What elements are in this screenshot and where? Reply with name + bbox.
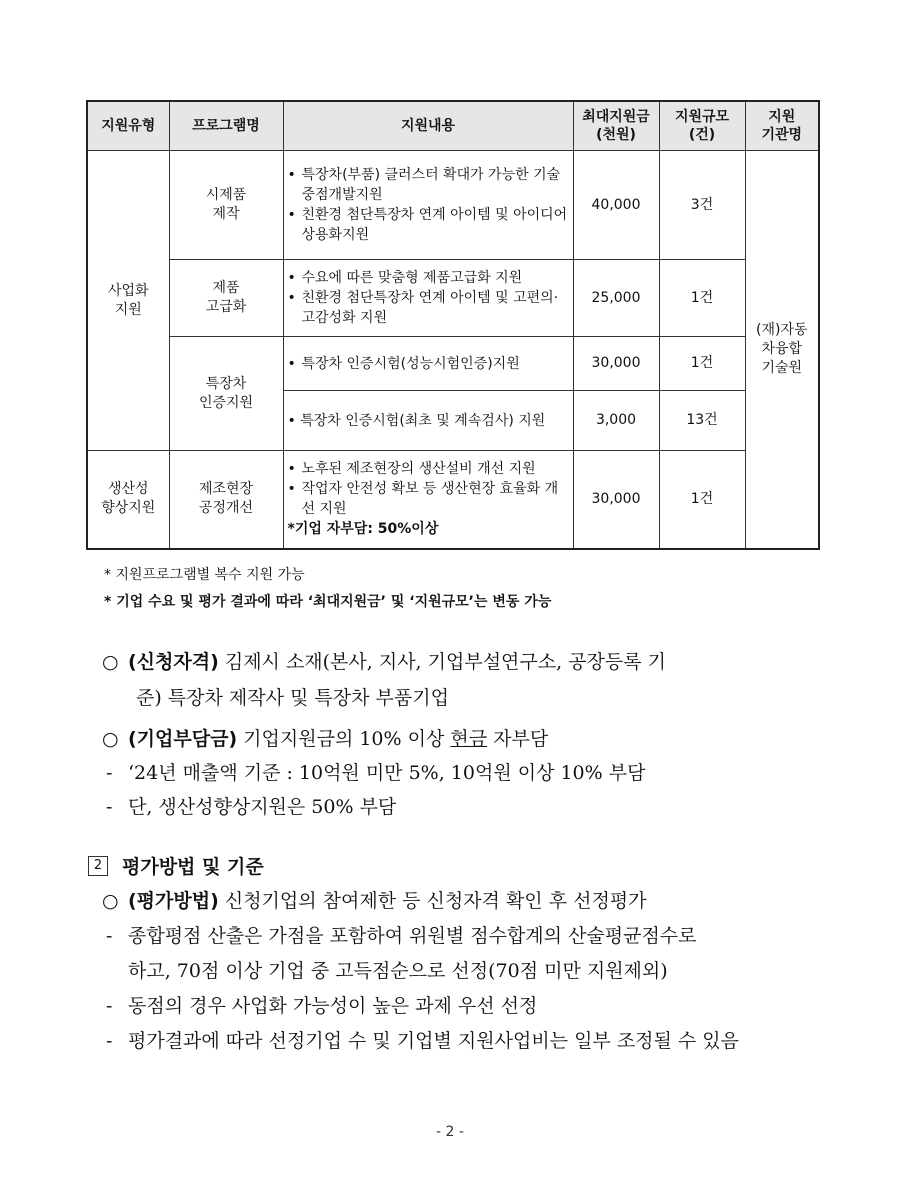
- item-text: 작업자 안전성 확보 등 생산현장 효율화 개선 지원: [301, 481, 559, 518]
- table-row: [87, 337, 819, 391]
- program-prototype: [169, 151, 283, 260]
- dash-bullet: -: [106, 925, 113, 947]
- program-process: [169, 451, 283, 549]
- evaluation-detail-3: [88, 1024, 828, 1059]
- list-item: • 노후된 제조현장의 생산설비 개선 지원: [288, 459, 569, 479]
- program-line2: 고급화: [205, 299, 247, 315]
- header-scale: [659, 101, 745, 151]
- evaluation-detail-2: [88, 989, 828, 1024]
- eligibility-line: [88, 644, 828, 680]
- eligibility-label: (신청자격): [128, 651, 219, 673]
- list-item: • 특장차 인증시험(성능시험인증)지원: [288, 354, 569, 374]
- evaluation-detail-2-text: 동점의 경우 사업화 가능성이 높은 과제 우선 선정: [128, 995, 538, 1017]
- section-number: 2: [88, 856, 108, 876]
- evaluation-detail-1: [88, 919, 828, 954]
- scale: 1건: [659, 260, 745, 337]
- table-row: [87, 260, 819, 337]
- org-name: [745, 151, 819, 549]
- header-org-line1: 지원: [768, 109, 796, 125]
- type-line2: 향상지원: [101, 500, 156, 517]
- max-amount: 3,000: [573, 391, 659, 451]
- burden-text-wrap: [128, 722, 548, 756]
- header-program: 프로그램명: [169, 101, 283, 151]
- burden-detail-1-text: ‘24년 매출액 기준 : 10억원 미만 5%, 10억원 이상 10% 부담: [128, 762, 646, 784]
- eligibility-text: 김제시 소재(본사, 지사, 기업부설연구소, 공장등록 기: [218, 651, 667, 673]
- burden-paragraph: [88, 722, 828, 824]
- program-line2: 제작: [212, 206, 240, 222]
- circle-bullet: ○: [102, 728, 119, 750]
- page-number: - 2 -: [436, 1124, 464, 1140]
- header-max-line1: 최대지원금: [582, 109, 650, 125]
- note-2: * 기업 수요 및 평가 결과에 따라 ‘최대지원금’ 및 ‘지원규모’는 변동 가능: [104, 594, 552, 610]
- type-line1: 사업화: [107, 282, 149, 299]
- evaluation-text-wrap: [128, 884, 647, 919]
- dash-bullet: -: [106, 1030, 113, 1052]
- table-header-row: [87, 101, 819, 151]
- self-burden-note: *기업 자부담: 50%이상: [287, 521, 439, 538]
- item-text: 친환경 첨단특장차 연계 아이템 및 고편의·고감성화 지원: [301, 290, 559, 326]
- type-commercialization: [87, 151, 169, 451]
- evaluation-detail-1-text: 종합평점 산출은 가점을 포함하여 위원별 점수합계의 산술평균점수로: [128, 925, 697, 947]
- item-text: 친환경 첨단특장차 연계 아이템 및 아이디어 상용화지원: [301, 207, 568, 243]
- scale: 3건: [659, 151, 745, 260]
- item-text: 특장차(부품) 클러스터 확대가 가능한 기술 중점개발지원: [301, 167, 561, 203]
- header-org: [745, 101, 819, 151]
- org-line3: 기술원: [761, 359, 803, 376]
- header-org-line2: 기관명: [761, 127, 803, 143]
- header-max-amount: [573, 101, 659, 151]
- evaluation-paragraph: [88, 884, 828, 1059]
- circle-bullet: ○: [102, 651, 119, 673]
- program-line1: 시제품: [205, 187, 247, 203]
- content-certification-2: • 특장차 인증시험(최초 및 계속검사) 지원: [283, 391, 573, 451]
- table-row: [87, 151, 819, 260]
- burden-label: (기업부담금): [128, 728, 238, 750]
- section-title: 평가방법 및 기준: [122, 856, 264, 878]
- max-amount: 30,000: [573, 451, 659, 549]
- evaluation-detail-3-text: 평가결과에 따라 선정기업 수 및 기업별 지원사업비는 일부 조정될 수 있음: [128, 1030, 740, 1052]
- content-prototype: [283, 151, 573, 260]
- content-process: [283, 451, 573, 549]
- list-item: • 작업자 안전성 확보 등 생산현장 효율화 개선 지원: [288, 479, 569, 519]
- note-1: * 지원프로그램별 복수 지원 가능: [104, 567, 305, 583]
- item-text: 수요에 따른 맞춤형 제품고급화 지원: [301, 270, 523, 286]
- content-upgrade: [283, 260, 573, 337]
- org-line2: 차융합: [761, 340, 803, 357]
- header-scale-line1: 지원규모: [674, 109, 730, 125]
- dash-bullet: -: [106, 995, 113, 1017]
- burden-detail-2-text: 단, 생산성향상지원은 50% 부담: [128, 796, 397, 818]
- program-certification: [169, 337, 283, 451]
- support-program-table: [86, 100, 820, 550]
- type-line2: 지원: [114, 301, 142, 318]
- evaluation-label: (평가방법): [128, 890, 219, 912]
- max-amount: 30,000: [573, 337, 659, 391]
- dash-bullet: -: [106, 762, 113, 784]
- burden-detail-1: [88, 756, 828, 790]
- program-line2: 인증지원: [198, 394, 254, 411]
- list-item: • 수요에 따른 맞춤형 제품고급화 지원: [288, 268, 569, 288]
- scale: 1건: [659, 451, 745, 549]
- evaluation-detail-1-cont: 하고, 70점 이상 기업 중 고득점순으로 선정(70점 미만 지원제외): [128, 960, 668, 982]
- list-item: • 친환경 첨단특장차 연계 아이템 및 고편의·고감성화 지원: [288, 288, 569, 328]
- burden-detail-2: [88, 790, 828, 824]
- org-line1: (재)자동: [756, 321, 808, 338]
- section-heading: [88, 852, 828, 879]
- list-item: • 특장차(부품) 클러스터 확대가 가능한 기술 중점개발지원: [288, 165, 569, 205]
- burden-text-a: 기업지원금의 10% 이상: [237, 728, 451, 750]
- evaluation-text: 신청기업의 참여제한 등 신청자격 확인 후 선정평가: [218, 890, 647, 912]
- circle-bullet: ○: [102, 890, 119, 912]
- eligibility-text-cont: 준) 특장차 제작사 및 특장차 부품기업: [136, 687, 449, 709]
- max-amount: 40,000: [573, 151, 659, 260]
- program-upgrade: [169, 260, 283, 337]
- burden-text-b: 자부담: [487, 728, 549, 750]
- type-line1: 생산성: [107, 481, 149, 498]
- table-row: [87, 451, 819, 549]
- list-item: • 친환경 첨단특장차 연계 아이템 및 아이디어 상용화지원: [287, 207, 568, 243]
- header-content: 지원내용: [283, 101, 573, 151]
- scale: 13건: [659, 391, 745, 451]
- program-line2: 공정개선: [198, 500, 254, 517]
- header-type: 지원유형: [87, 101, 169, 151]
- header-max-line2: (천원): [596, 127, 636, 143]
- item-text: 노후된 제조현장의 생산설비 개선 지원: [301, 461, 536, 478]
- eligibility-paragraph: [88, 644, 828, 716]
- evaluation-line: [88, 884, 828, 919]
- burden-line: [88, 722, 828, 756]
- program-line1: 특장차: [205, 375, 247, 392]
- table-notes: [104, 562, 551, 616]
- content-certification-1: [283, 337, 573, 391]
- item-text: 특장차 인증시험(성능시험인증)지원: [301, 355, 520, 372]
- program-line1: 제품: [212, 280, 240, 296]
- scale: 1건: [659, 337, 745, 391]
- program-line1: 제조현장: [198, 481, 254, 498]
- header-scale-line2: (건): [688, 127, 716, 143]
- eligibility-text-wrap: [128, 644, 666, 680]
- type-productivity: [87, 451, 169, 549]
- burden-cash: 현금: [450, 728, 488, 750]
- dash-bullet: -: [106, 796, 113, 818]
- max-amount: 25,000: [573, 260, 659, 337]
